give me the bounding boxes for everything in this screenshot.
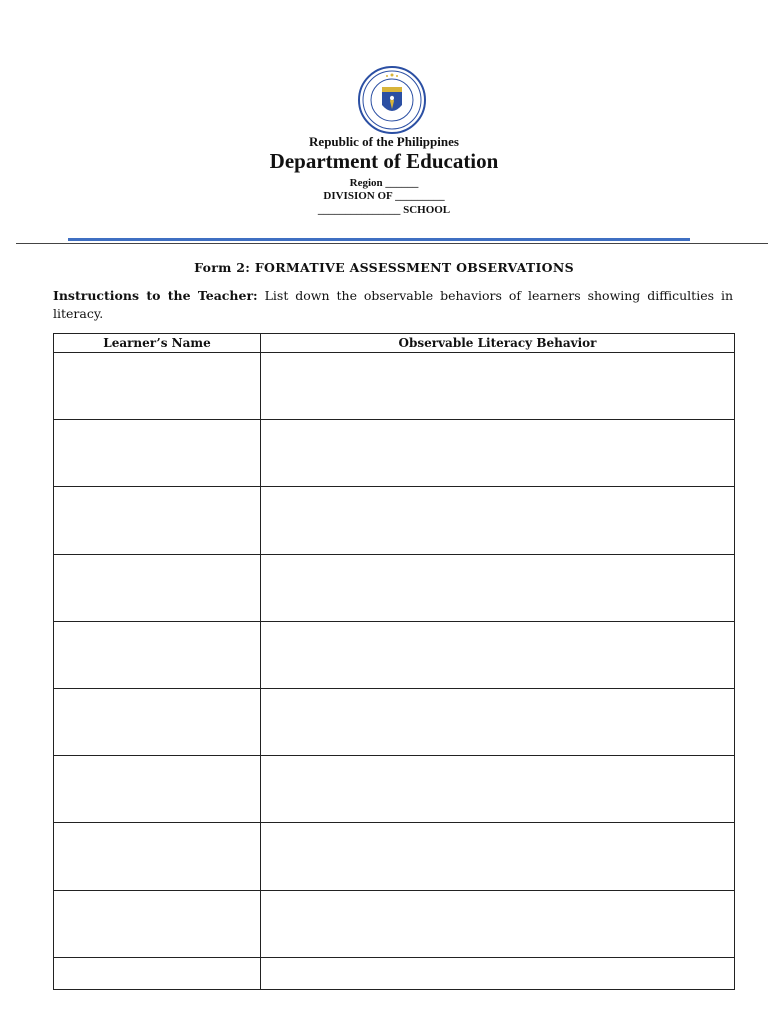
behavior-cell[interactable]	[261, 554, 735, 621]
region-field: Region ______	[349, 177, 419, 189]
table-header-row	[54, 334, 735, 353]
behavior-cell[interactable]	[261, 689, 735, 756]
learner-name-cell[interactable]	[54, 353, 261, 420]
table-row	[54, 689, 735, 756]
learner-name-cell[interactable]	[54, 957, 261, 989]
table-row	[54, 420, 735, 487]
department-title: Department of Education	[269, 149, 499, 173]
table-row	[54, 957, 735, 989]
learner-name-cell[interactable]	[54, 487, 261, 554]
header-divider	[16, 243, 768, 244]
deped-seal-logo	[357, 65, 427, 135]
learner-name-header: Learner’s Name	[54, 334, 261, 353]
behavior-cell[interactable]	[261, 420, 735, 487]
behavior-cell[interactable]	[261, 823, 735, 890]
table-row	[54, 823, 735, 890]
instructions-label: Instructions to the Teacher:	[53, 288, 258, 303]
literacy-behavior-header: Observable Literacy Behavior	[261, 334, 735, 353]
behavior-cell[interactable]	[261, 957, 735, 989]
learner-name-cell[interactable]	[54, 420, 261, 487]
behavior-cell[interactable]	[261, 353, 735, 420]
behavior-cell[interactable]	[261, 487, 735, 554]
observations-table	[53, 333, 735, 990]
instructions-text: List down the observable behaviors of learners showing difficulties in literacy.	[53, 288, 733, 321]
behavior-cell[interactable]	[261, 621, 735, 688]
teacher-instructions	[53, 287, 733, 323]
behavior-cell[interactable]	[261, 756, 735, 823]
table-row	[54, 756, 735, 823]
school-field: _______________ SCHOOL	[317, 204, 451, 216]
table-row	[54, 890, 735, 957]
table-row	[54, 487, 735, 554]
learner-name-cell[interactable]	[54, 621, 261, 688]
table-row	[54, 353, 735, 420]
table-row	[54, 621, 735, 688]
learner-name-cell[interactable]	[54, 823, 261, 890]
header-blue-rule	[68, 238, 690, 241]
division-field: DIVISION OF _________	[323, 190, 445, 202]
table-row	[54, 554, 735, 621]
behavior-cell[interactable]	[261, 890, 735, 957]
republic-line: Republic of the Philippines	[309, 134, 459, 149]
learner-name-cell[interactable]	[54, 554, 261, 621]
form-title: Form 2: FORMATIVE ASSESSMENT OBSERVATIONS	[194, 260, 574, 275]
learner-name-cell[interactable]	[54, 890, 261, 957]
learner-name-cell[interactable]	[54, 756, 261, 823]
learner-name-cell[interactable]	[54, 689, 261, 756]
